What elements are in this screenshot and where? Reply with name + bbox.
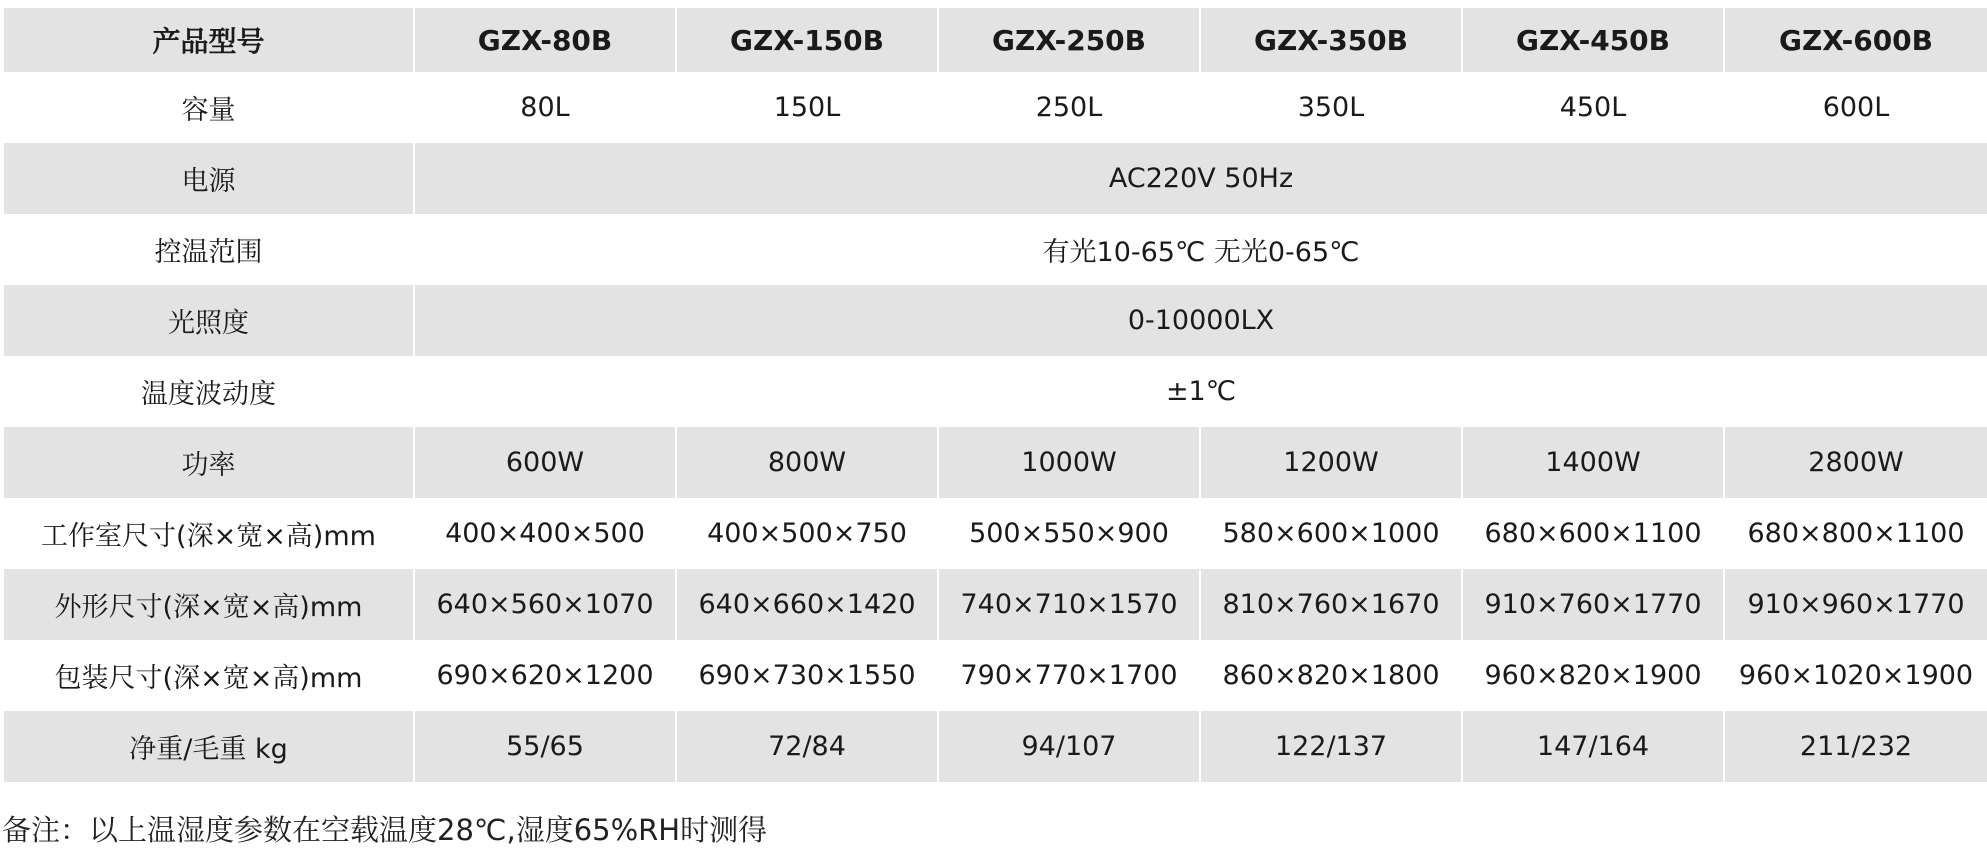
table-cell: 680×600×1100 xyxy=(1462,498,1724,569)
row-label: 电源 xyxy=(4,143,414,214)
table-cell: 500×550×900 xyxy=(938,498,1200,569)
model-header: GZX-150B xyxy=(676,8,938,72)
model-header: GZX-600B xyxy=(1724,8,1987,72)
table-cell: 800W xyxy=(676,427,938,498)
table-cell: 2800W xyxy=(1724,427,1987,498)
merged-cell: AC220V 50Hz xyxy=(414,143,1987,214)
table-cell: 580×600×1000 xyxy=(1200,498,1462,569)
table-cell: 860×820×1800 xyxy=(1200,640,1462,711)
model-header: GZX-80B xyxy=(414,8,676,72)
row-label: 工作室尺寸(深×宽×高)mm xyxy=(4,498,414,569)
table-cell: 600L xyxy=(1724,72,1987,143)
outer-size-row xyxy=(4,569,1987,640)
table-cell: 960×820×1900 xyxy=(1462,640,1724,711)
row-label: 外形尺寸(深×宽×高)mm xyxy=(4,569,414,640)
table-cell: 910×960×1770 xyxy=(1724,569,1987,640)
row-label: 控温范围 xyxy=(4,214,414,285)
table-cell: 740×710×1570 xyxy=(938,569,1200,640)
merged-cell: 有光10-65℃ 无光0-65℃ xyxy=(414,214,1987,285)
header-label: 产品型号 xyxy=(4,8,414,72)
table-cell: 600W xyxy=(414,427,676,498)
chamber-size-row xyxy=(4,498,1987,569)
package-size-row xyxy=(4,640,1987,711)
table-cell: 810×760×1670 xyxy=(1200,569,1462,640)
table-cell: 211/232 xyxy=(1724,711,1987,782)
table-cell: 790×770×1700 xyxy=(938,640,1200,711)
capacity-row xyxy=(4,72,1987,143)
table-cell: 690×730×1550 xyxy=(676,640,938,711)
table-cell: 72/84 xyxy=(676,711,938,782)
table-cell: 640×560×1070 xyxy=(414,569,676,640)
table-cell: 400×400×500 xyxy=(414,498,676,569)
illuminance-row xyxy=(4,285,1987,356)
table-cell: 690×620×1200 xyxy=(414,640,676,711)
row-label: 功率 xyxy=(4,427,414,498)
table-cell: 147/164 xyxy=(1462,711,1724,782)
row-label: 净重/毛重 kg xyxy=(4,711,414,782)
table-cell: 640×660×1420 xyxy=(676,569,938,640)
table-cell: 1200W xyxy=(1200,427,1462,498)
row-label: 温度波动度 xyxy=(4,356,414,427)
weight-row xyxy=(4,711,1987,782)
row-label: 包装尺寸(深×宽×高)mm xyxy=(4,640,414,711)
table-cell: 122/137 xyxy=(1200,711,1462,782)
table-cell: 1000W xyxy=(938,427,1200,498)
table-cell: 450L xyxy=(1462,72,1724,143)
table-cell: 350L xyxy=(1200,72,1462,143)
row-label: 光照度 xyxy=(4,285,414,356)
table-cell: 80L xyxy=(414,72,676,143)
power-supply-row xyxy=(4,143,1987,214)
model-header: GZX-350B xyxy=(1200,8,1462,72)
temp-range-row xyxy=(4,214,1987,285)
table-cell: 680×800×1100 xyxy=(1724,498,1987,569)
table-cell: 1400W xyxy=(1462,427,1724,498)
table-cell: 400×500×750 xyxy=(676,498,938,569)
table-cell: 94/107 xyxy=(938,711,1200,782)
table-cell: 910×760×1770 xyxy=(1462,569,1724,640)
temp-fluctuation-row xyxy=(4,356,1987,427)
footnote: 备注：以上温湿度参数在空载温度28℃,湿度65%RH时测得 xyxy=(2,813,768,847)
merged-cell: ±1℃ xyxy=(414,356,1987,427)
header-row xyxy=(4,8,1987,72)
table-cell: 960×1020×1900 xyxy=(1724,640,1987,711)
spec-table xyxy=(4,8,1987,782)
row-label: 容量 xyxy=(4,72,414,143)
table-cell: 250L xyxy=(938,72,1200,143)
model-header: GZX-450B xyxy=(1462,8,1724,72)
merged-cell: 0-10000LX xyxy=(414,285,1987,356)
model-header: GZX-250B xyxy=(938,8,1200,72)
table-cell: 150L xyxy=(676,72,938,143)
table-cell: 55/65 xyxy=(414,711,676,782)
power-row xyxy=(4,427,1987,498)
